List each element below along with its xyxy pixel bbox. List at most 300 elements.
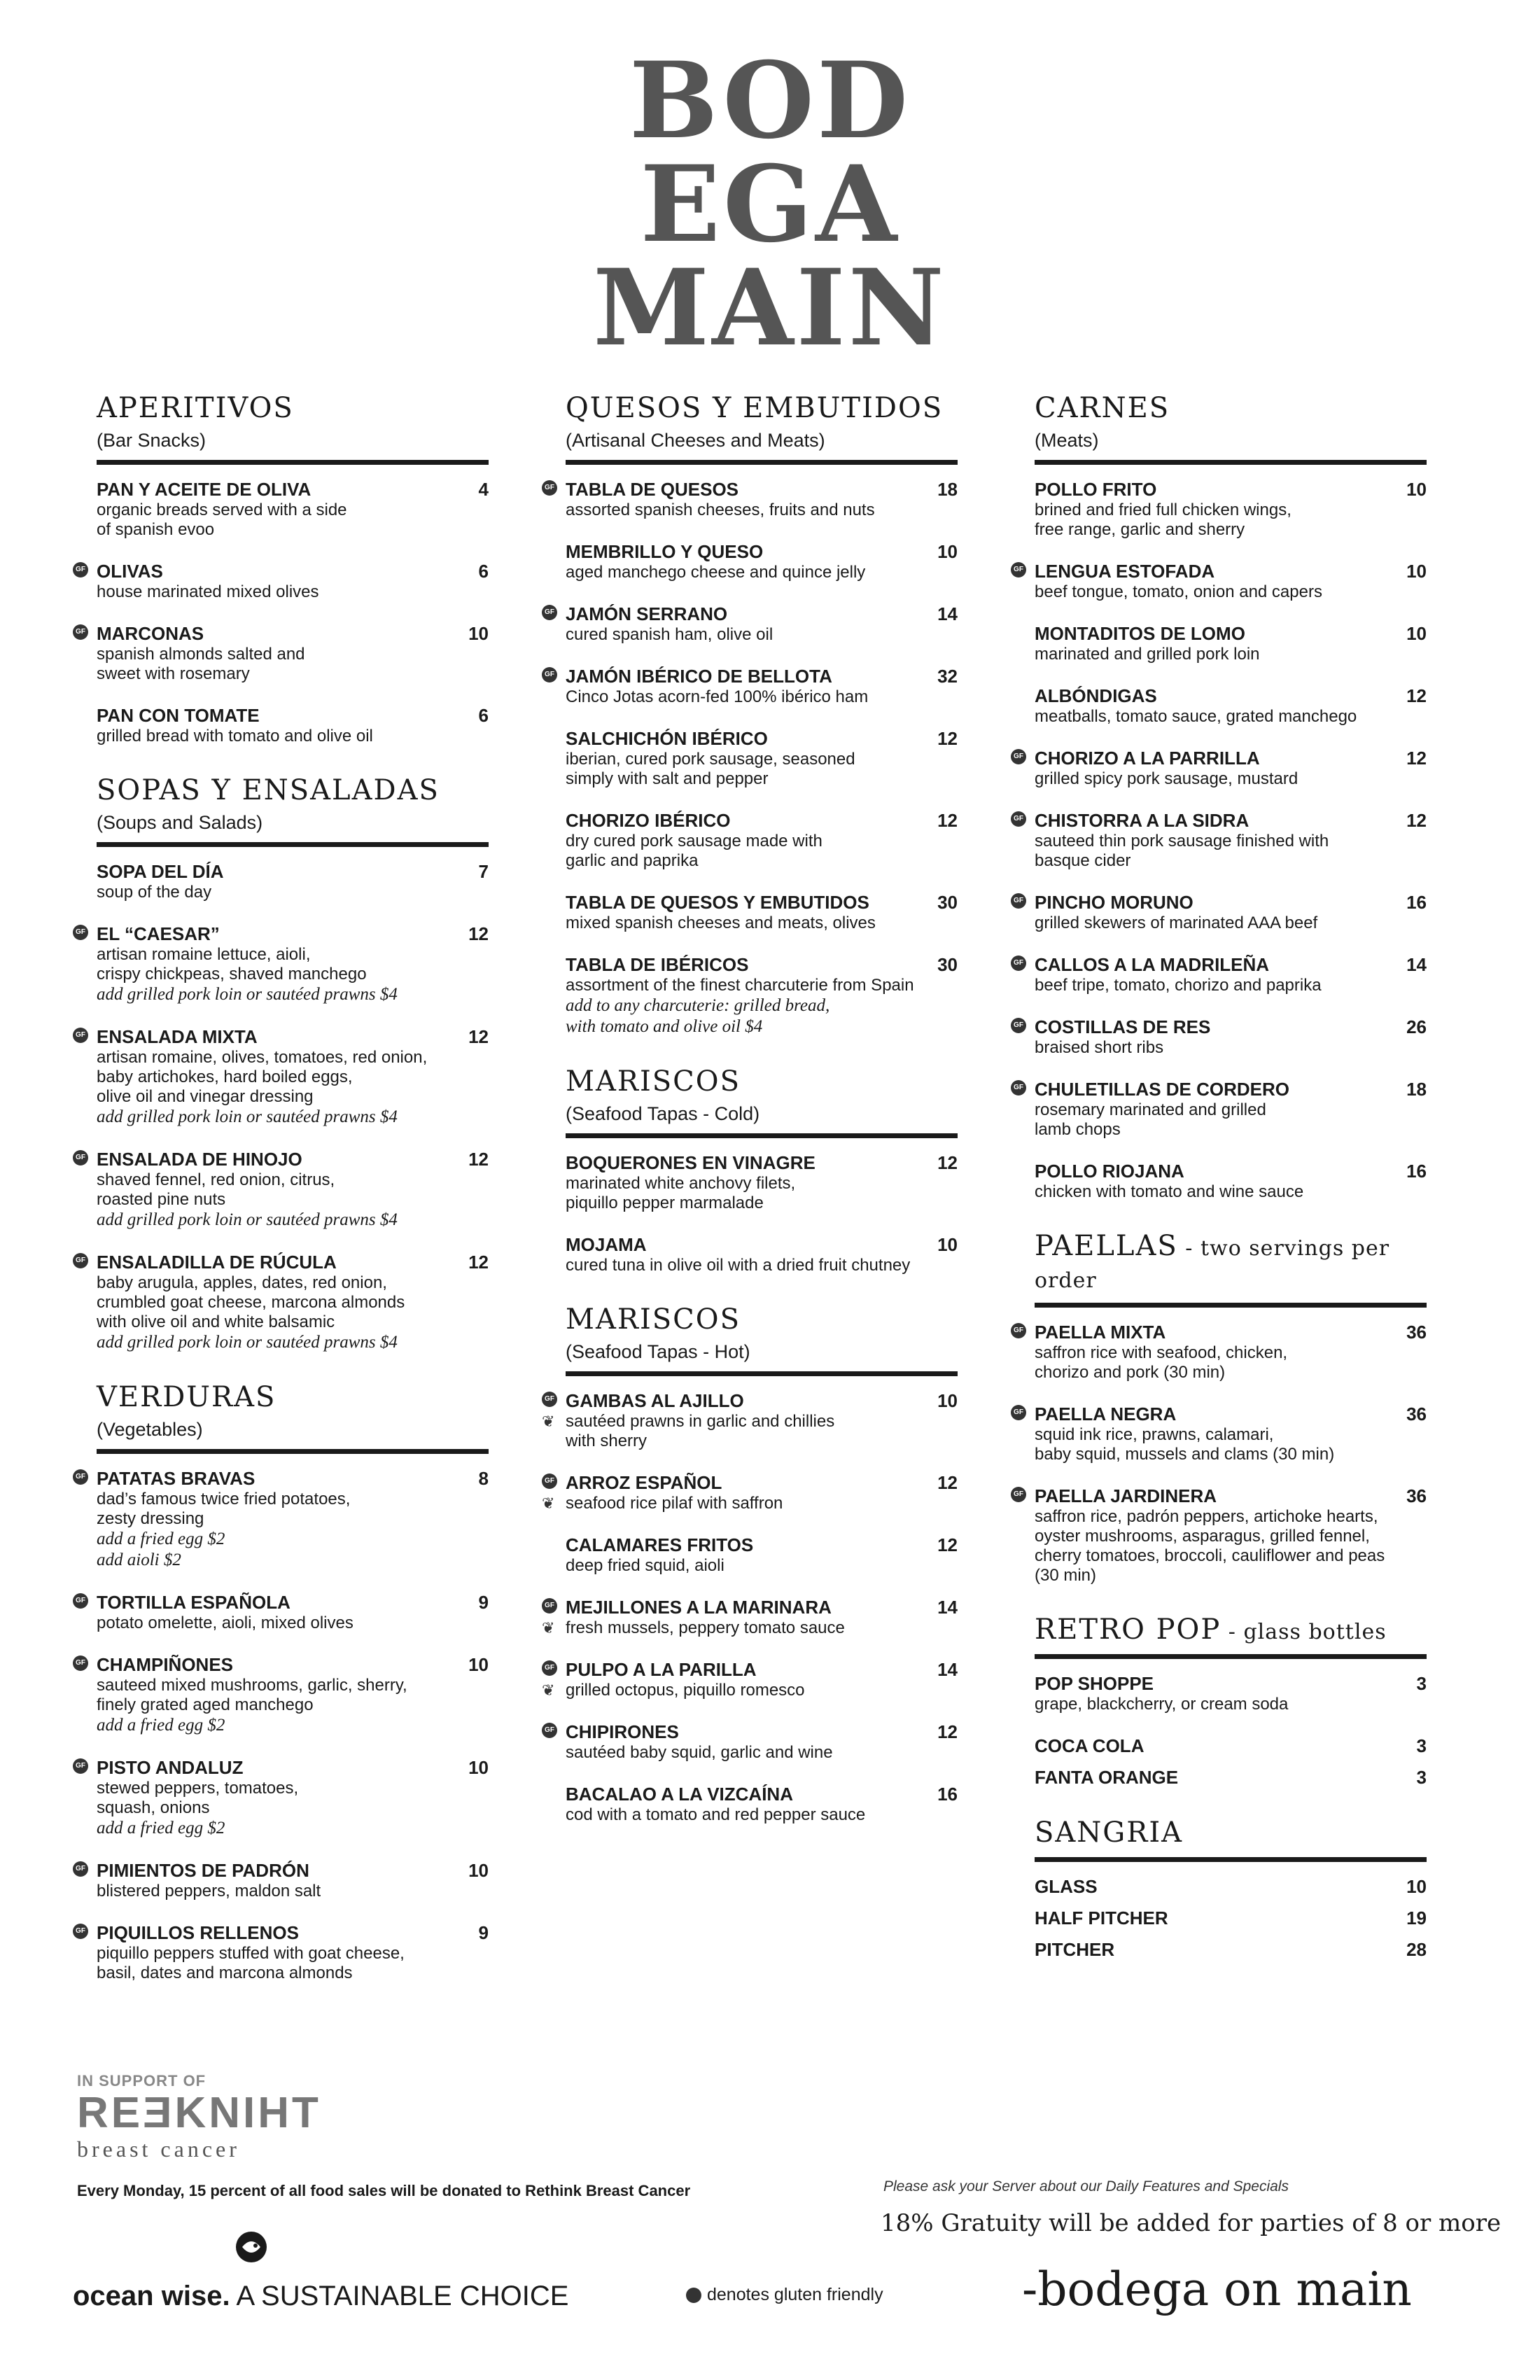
section-subtitle: (Bar Snacks) [97,430,206,451]
item-name: PULPO A LA PARILLA [566,1659,757,1680]
item-description: grilled octopus, piquillo romesco [566,1681,805,1700]
item-name: POP SHOPPE [1035,1673,1154,1694]
item-description: beef tripe, tomato, chorizo and paprika [1035,976,1322,995]
item-price: 9 [478,1922,489,1943]
menu-item [1035,1735,1455,1757]
item-price: 10 [1406,479,1427,500]
gluten-friendly-icon: GF [1011,955,1026,971]
item-name: CHORIZO IBÉRICO [566,810,731,831]
item-name: BOQUERONES EN VINAGRE [566,1152,816,1173]
menu-item [1014,1322,1455,1382]
menu-section [1014,392,1455,1202]
gluten-friendly-icon: GF [73,1469,88,1485]
item-price: 12 [1406,810,1427,831]
item-name: CHISTORRA A LA SIDRA [1035,810,1250,831]
ocean-wise-fish-icon: ❦ [542,1494,555,1512]
menu-item [566,810,986,871]
item-price: 28 [1406,1939,1427,1960]
gluten-friendly-icon: GF [542,667,557,682]
item-addon: add to any charcuterie: grilled bread, [566,996,830,1015]
menu-section [1014,1230,1455,1586]
section-title-text: RETRO POP [1035,1614,1222,1646]
item-price: 10 [937,541,958,562]
ocean-wise-fish-icon: ❦ [542,1413,555,1430]
donation-note: Every Monday, 15 percent of all food sales will be donated to Rethink Breast Cancer [77,2182,691,2199]
item-description: saffron rice with seafood, chicken, [1035,1343,1288,1362]
menu-item [566,892,986,933]
gluten-friendly-icon: GF [73,1253,88,1268]
item-name: MOJAMA [566,1234,647,1255]
item-description: mixed spanish cheeses and meats, olives [566,913,876,932]
gluten-friendly-icon: GF [1011,811,1026,827]
item-name: FANTA ORANGE [1035,1767,1179,1788]
item-price: 12 [937,1721,958,1742]
item-name: PINCHO MORUNO [1035,892,1194,913]
menu-item [545,479,986,520]
item-description: spanish almonds salted and [97,645,305,664]
section-subtitle: (Meats) [1035,430,1099,451]
item-description: sweet with rosemary [97,664,250,683]
section-title-text: MARISCOS [566,1065,741,1098]
section-divider [97,460,489,465]
item-name: COSTILLAS DE RES [1035,1016,1211,1037]
section-title-text: QUESOS Y EMBUTIDOS [566,392,944,424]
item-name: EL “CAESAR” [97,923,220,944]
ocean-wise-fish-icon: ❦ [542,1619,555,1637]
item-description: squid ink rice, prawns, calamari, [1035,1425,1274,1444]
item-description: sautéed prawns in garlic and chillies [566,1412,835,1431]
menu-item [566,728,986,789]
gluten-friendly-icon: GF [1011,1405,1026,1420]
gluten-friendly-icon: GF [73,624,88,640]
menu-item [542,1390,986,1451]
menu-item [76,1922,517,1983]
item-price: 14 [937,1659,958,1680]
logo-line-2: EGA [640,143,900,266]
item-price: 32 [937,666,958,687]
item-description: grilled bread with tomato and olive oil [97,727,373,746]
item-name: JAMÓN SERRANO [566,603,728,624]
menu-item [545,1721,986,1763]
menu-item [76,1592,517,1633]
item-name: MONTADITOS DE LOMO [1035,623,1245,644]
item-description: meatballs, tomato sauce, grated manchego [1035,707,1357,726]
item-price: 14 [937,1597,958,1618]
item-description: baby artichokes, hard boiled eggs, [97,1068,353,1086]
menu-item [76,561,517,602]
item-name: POLLO RIOJANA [1035,1161,1184,1182]
gluten-friendly-icon: GF [1011,562,1026,578]
section-title [1035,1614,1455,1646]
menu-item [1035,623,1455,664]
menu-section [1035,1816,1455,1961]
item-name: CHORIZO A LA PARRILLA [1035,748,1260,769]
menu-item [566,541,986,582]
item-price: 8 [478,1468,489,1489]
item-description: house marinated mixed olives [97,582,319,601]
section-subtitle: (Seafood Tapas - Cold) [566,1103,760,1124]
specials-note: Please ask your Server about our Daily Features and Specials [883,2178,1289,2194]
item-price: 12 [468,923,489,944]
item-description: garlic and paprika [566,851,699,870]
item-price: 26 [1406,1016,1427,1037]
gluten-friendly-icon: GF [542,1392,557,1407]
menu-item [566,1784,986,1825]
menu-item [1035,685,1455,727]
item-description: assortment of the finest charcuterie from Spain [566,976,914,995]
section-title [566,1303,986,1336]
section-title-text: CARNES [1035,392,1170,424]
item-name: PAN CON TOMATE [97,705,260,726]
section-title-text: APERITIVOS [97,392,294,424]
item-name: SALCHICHÓN IBÉRICO [566,728,768,749]
logo-line-1: BOD [629,39,911,162]
item-description: dry cured pork sausage made with [566,832,822,850]
item-name: PAN Y ACEITE DE OLIVA [97,479,312,500]
item-description: dad’s famous twice fried potatoes, [97,1490,351,1508]
item-price: 6 [478,561,489,582]
item-name: MARCONAS [97,623,204,644]
menu-item [76,623,517,684]
item-description: lamb chops [1035,1120,1121,1139]
item-price: 12 [937,1152,958,1173]
gluten-friendly-icon [686,2288,701,2303]
gluten-friendly-icon: GF [1011,1018,1026,1033]
item-price: 14 [1406,954,1427,975]
section-divider [97,1449,489,1454]
item-name: PIQUILLOS RELLENOS [97,1922,299,1943]
item-addon: add a fried egg $2 [97,1530,225,1548]
ocean-wise-brand: ocean wise. [73,2281,230,2311]
fish-icon [234,2226,269,2268]
gluten-friendly-icon: GF [73,1861,88,1877]
item-description: squash, onions [97,1798,210,1817]
section-title-text: VERDURAS [97,1381,276,1413]
item-price: 3 [1416,1767,1427,1788]
item-name: PIMIENTOS DE PADRÓN [97,1860,309,1881]
rethink-breast-cancer: breast cancer [77,2136,240,2162]
section-subtitle: (Vegetables) [97,1419,203,1440]
menu-item [1035,1767,1455,1788]
item-addon: add grilled pork loin or sautéed prawns $4 [97,1107,398,1126]
item-name: JAMÓN IBÉRICO DE BELLOTA [566,666,832,687]
item-price: 10 [937,1234,958,1255]
item-description: chicken with tomato and wine sauce [1035,1182,1304,1201]
item-name: GAMBAS AL AJILLO [566,1390,744,1411]
rethink-logo [77,2072,321,2162]
item-price: 3 [1416,1673,1427,1694]
item-addon: add a fried egg $2 [97,1819,225,1837]
section-title [1035,392,1455,424]
item-addon: add grilled pork loin or sautéed prawns $4 [97,985,398,1004]
item-description: crumbled goat cheese, marcona almonds [97,1293,405,1312]
section-divider [1035,1857,1427,1862]
menu-item [542,1597,986,1638]
item-description: olive oil and vinegar dressing [97,1087,314,1106]
item-price: 10 [937,1390,958,1411]
item-name: COCA COLA [1035,1735,1144,1756]
item-description: baby squid, mussels and clams (30 min) [1035,1445,1335,1464]
item-addon: add grilled pork loin or sautéed prawns $4 [97,1333,398,1352]
section-title-tail: - glass bottles [1221,1620,1387,1644]
item-description: iberian, cured pork sausage, seasoned [566,750,855,769]
item-name: PAELLA MIXTA [1035,1322,1166,1343]
item-description: saffron rice, padrón peppers, artichoke hearts, [1035,1507,1378,1526]
item-description: cod with a tomato and red pepper sauce [566,1805,866,1824]
logo-line-3: MAIN [593,246,947,370]
item-name: OLIVAS [97,561,163,582]
menu-item [1014,1404,1455,1464]
section-divider [1035,1303,1427,1308]
menu-column-right [1014,392,1455,1989]
menu-item [97,705,517,746]
item-price: 6 [478,705,489,726]
item-addon: add aioli $2 [97,1550,181,1569]
item-name: PAELLA JARDINERA [1035,1485,1217,1506]
item-description: finely grated aged manchego [97,1695,314,1714]
section-title-text: SOPAS Y ENSALADAS [97,774,440,806]
item-price: 10 [468,1654,489,1675]
menu-item [566,954,986,1037]
item-name: CALAMARES FRITOS [566,1534,754,1555]
gluten-friendly-icon: GF [73,1593,88,1609]
menu-section [76,774,517,1353]
section-divider [566,1133,958,1138]
item-name: PITCHER [1035,1939,1115,1960]
section-title [1035,1230,1455,1294]
menu-item [545,603,986,645]
item-description: braised short ribs [1035,1038,1164,1057]
gluten-friendly-icon: GF [1011,893,1026,909]
item-price: 10 [1406,561,1427,582]
menu-item [1035,479,1455,540]
menu-item [76,923,517,1005]
item-name: ENSALADA DE HINOJO [97,1149,302,1170]
item-description: brined and fried full chicken wings, [1035,500,1292,519]
menu-item [97,479,517,540]
item-name: GLASS [1035,1876,1098,1897]
gluten-friendly-icon: GF [73,1150,88,1166]
menu-item [76,1757,517,1839]
section-title [97,392,517,424]
item-description: sautéed baby squid, garlic and wine [566,1743,833,1762]
item-price: 36 [1406,1404,1427,1424]
section-title [566,392,986,424]
item-price: 19 [1406,1907,1427,1928]
menu-item [1014,954,1455,995]
item-description: soup of the day [97,883,212,902]
section-subtitle: (Soups and Salads) [97,812,263,833]
gluten-friendly-icon: GF [73,1656,88,1671]
item-addon: with tomato and olive oil $4 [566,1017,763,1036]
menu-item [566,1534,986,1576]
item-description: beef tongue, tomato, onion and capers [1035,582,1322,601]
item-description: oyster mushrooms, asparagus, grilled fennel, [1035,1527,1370,1546]
menu-item [542,1472,986,1513]
item-description: grilled spicy pork sausage, mustard [1035,769,1298,788]
gluten-friendly-icon: GF [1011,1323,1026,1338]
menu-column-middle [542,392,986,1853]
item-description: cured tuna in olive oil with a dried fruit chutney [566,1256,911,1275]
gluten-friendly-icon: GF [1011,1487,1026,1502]
item-price: 12 [937,810,958,831]
item-price: 16 [937,1784,958,1805]
item-price: 12 [1406,685,1427,706]
item-price: 18 [1406,1079,1427,1100]
menu-item [76,1860,517,1901]
item-description: grilled skewers of marinated AAA beef [1035,913,1318,932]
item-name: PATATAS BRAVAS [97,1468,255,1489]
menu-item [542,1659,986,1700]
item-description: blistered peppers, maldon salt [97,1882,321,1900]
item-price: 16 [1406,892,1427,913]
section-divider [566,460,958,465]
item-description: Cinco Jotas acorn-fed 100% ibérico ham [566,687,869,706]
section-subtitle: (Artisanal Cheeses and Meats) [566,430,825,451]
item-name: MEMBRILLO Y QUESO [566,541,764,562]
item-description: with olive oil and white balsamic [97,1312,335,1331]
item-description: artisan romaine, olives, tomatoes, red onion, [97,1048,428,1067]
item-name: TABLA DE QUESOS Y EMBUTIDOS [566,892,869,913]
item-price: 10 [1406,1876,1427,1897]
item-price: 9 [478,1592,489,1613]
menu-item [76,1468,517,1571]
item-name: POLLO FRITO [1035,479,1157,500]
menu-item [76,1654,517,1736]
item-name: BACALAO A LA VIZCAÍNA [566,1784,793,1805]
gluten-friendly-icon: GF [542,480,557,496]
item-description: basil, dates and marcona almonds [97,1963,353,1982]
section-title-text: PAELLAS [1035,1230,1178,1262]
item-price: 12 [1406,748,1427,769]
menu-item [1035,1876,1455,1898]
item-price: 12 [468,1149,489,1170]
menu-section [542,1303,986,1825]
item-name: TORTILLA ESPAÑOLA [97,1592,290,1613]
item-description: stewed peppers, tomatoes, [97,1779,299,1798]
item-price: 3 [1416,1735,1427,1756]
menu-item [1014,1016,1455,1058]
item-price: 12 [937,1472,958,1493]
gluten-friendly-icon: GF [542,1474,557,1489]
item-description: rosemary marinated and grilled [1035,1100,1266,1119]
item-description: potato omelette, aioli, mixed olives [97,1614,354,1632]
item-name: PAELLA NEGRA [1035,1404,1177,1424]
rethink-wordmark: REƎKNIHT [77,2089,321,2137]
item-price: 14 [937,603,958,624]
item-description: seafood rice pilaf with saffron [566,1494,783,1513]
item-description: roasted pine nuts [97,1190,226,1209]
item-description: grape, blackcherry, or cream soda [1035,1695,1289,1714]
item-name: ARROZ ESPAÑOL [566,1472,722,1493]
item-price: 16 [1406,1161,1427,1182]
item-name: MEJILLONES A LA MARINARA [566,1597,832,1618]
menu-item [566,1234,986,1275]
item-name: PISTO ANDALUZ [97,1757,244,1778]
menu-item [76,1149,517,1231]
item-description: zesty dressing [97,1509,204,1528]
menu-item [1035,1907,1455,1929]
item-addon: add a fried egg $2 [97,1716,225,1735]
menu-section [76,1381,517,1983]
section-title-text: SANGRIA [1035,1816,1184,1849]
item-description: aged manchego cheese and quince jelly [566,563,866,582]
item-name: HALF PITCHER [1035,1907,1168,1928]
gluten-friendly-icon: GF [542,1723,557,1738]
item-price: 36 [1406,1485,1427,1506]
item-name: CALLOS A LA MADRILEÑA [1035,954,1270,975]
item-price: 30 [937,892,958,913]
menu-item [545,666,986,707]
item-description: basque cider [1035,851,1131,870]
item-price: 18 [937,479,958,500]
item-description: with sherry [566,1432,648,1450]
item-description: marinated white anchovy filets, [566,1174,796,1193]
section-title [566,1065,986,1098]
gluten-friendly-icon: GF [542,1598,557,1614]
section-divider [566,1371,958,1376]
item-description: fresh mussels, peppery tomato sauce [566,1618,845,1637]
item-price: 10 [1406,623,1427,644]
menu-section [566,1065,986,1275]
gluten-friendly-icon: GF [73,562,88,578]
menu-item [76,1026,517,1128]
menu-section [545,392,986,1037]
item-description: assorted spanish cheeses, fruits and nuts [566,500,875,519]
section-title-text: MARISCOS [566,1303,741,1336]
section-subtitle: (Seafood Tapas - Hot) [566,1341,750,1362]
item-price: 12 [937,728,958,749]
item-price: 30 [937,954,958,975]
item-price: 12 [468,1026,489,1047]
menu-section [76,392,517,746]
item-name: CHAMPIÑONES [97,1654,234,1675]
gluten-friendly-icon: GF [73,1028,88,1043]
section-divider [1035,460,1427,465]
item-name: TABLA DE IBÉRICOS [566,954,749,975]
item-addon: add grilled pork loin or sautéed prawns $4 [97,1210,398,1229]
menu-item [1014,1485,1455,1586]
item-price: 12 [937,1534,958,1555]
gluten-friendly-icon: GF [1011,1080,1026,1096]
section-title [97,774,517,806]
item-name: ALBÓNDIGAS [1035,685,1157,706]
restaurant-logo [0,39,1540,370]
gluten-friendly-icon: GF [542,605,557,620]
gluten-friendly-text: denotes gluten friendly [707,2285,883,2304]
menu-item [1035,1939,1455,1961]
item-description: free range, garlic and sherry [1035,520,1245,539]
menu-item [1035,1673,1455,1714]
item-description: marinated and grilled pork loin [1035,645,1260,664]
gluten-friendly-icon: GF [73,1924,88,1939]
item-description: crispy chickpeas, shaved manchego [97,965,367,983]
item-price: 10 [468,623,489,644]
item-description: organic breads served with a side [97,500,347,519]
item-price: 4 [478,479,489,500]
item-description: cured spanish ham, olive oil [566,625,774,644]
item-description: simply with salt and pepper [566,769,769,788]
item-price: 7 [478,861,489,882]
item-price: 12 [468,1252,489,1273]
item-description: shaved fennel, red onion, citrus, [97,1170,335,1189]
gluten-friendly-icon: GF [1011,749,1026,764]
item-name: ENSALADA MIXTA [97,1026,258,1047]
item-name: TABLA DE QUESOS [566,479,739,500]
item-description: of spanish evoo [97,520,215,539]
item-description: sauteed mixed mushrooms, garlic, sherry, [97,1676,407,1695]
item-description: cherry tomatoes, broccoli, cauliflower and peas (30 min) [1035,1546,1385,1585]
